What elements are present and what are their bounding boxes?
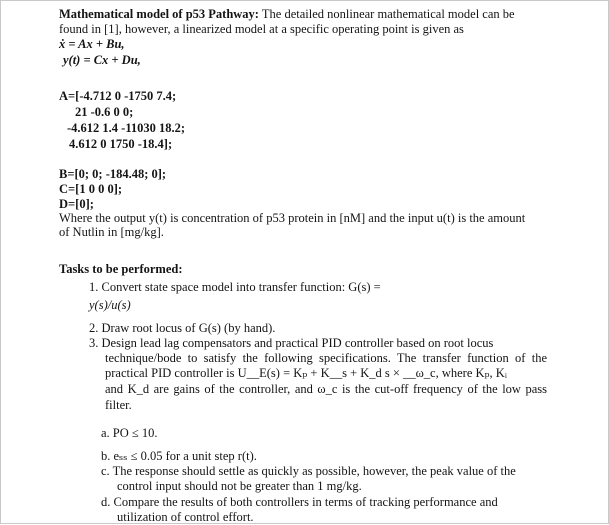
where-line-1: Where the output y(t) is concentration of p53 protein in [nM] and the input u(t) is the amount <box>59 211 526 225</box>
matrix-a-row-1: A=[-4.712 0 -1750 7.4; <box>59 89 177 103</box>
task-1-fraction: y(s)/u(s) <box>89 298 131 312</box>
equation-state: ẋ = Ax + Bu, <box>59 37 125 51</box>
task-3-line-5: filter. <box>105 398 132 412</box>
where-line-2: of Nutlin in [mg/kg]. <box>59 225 164 239</box>
matrix-a-row-3: -4.612 1.4 -11030 18.2; <box>67 121 186 135</box>
task-3-line-1: 3. Design lead lag compensators and practical PID controller based on root locus <box>89 336 494 350</box>
spec-d-line-1: d. Compare the results of both controllers in terms of tracking performance and <box>101 495 498 509</box>
task-2: 2. Draw root locus of G(s) (by hand). <box>89 321 276 335</box>
intro-line-2: found in [1], however, a linearized model at a specific operating point is given as <box>59 22 464 36</box>
intro-text-1: The detailed nonlinear mathematical model can be <box>261 7 515 21</box>
spec-c-line-2: control input should not be greater than 1 mg/kg. <box>117 479 362 493</box>
matrix-c: C=[1 0 0 0]; <box>59 182 123 196</box>
spec-d-line-2: utilization of control effort. <box>117 510 254 524</box>
section-heading: Mathematical model of p53 Pathway: <box>59 7 259 21</box>
task-1: 1. Convert state space model into transfer function: G(s) = <box>89 280 381 294</box>
spec-c-line-1: c. The response should settle as quickly as possible, however, the peak value of the <box>101 464 516 478</box>
tasks-heading: Tasks to be performed: <box>59 262 183 276</box>
task-3-line-4: and K_d are gains of the controller, and ω_c is the cut-off frequency of the low pass <box>105 382 547 396</box>
matrix-a-row-4: 4.612 0 1750 -18.4]; <box>69 137 173 151</box>
matrix-b: B=[0; 0; -184.48; 0]; <box>59 167 167 181</box>
spec-a: a. PO ≤ 10. <box>101 426 158 440</box>
matrix-d: D=[0]; <box>59 197 94 211</box>
task-3-line-2: technique/bode to satisfy the following specifications. The transfer function of the <box>105 351 547 365</box>
spec-b: b. eₛₛ ≤ 0.05 for a unit step r(t). <box>101 449 257 463</box>
task-3-line-3: practical PID controller is U__E(s) = Kₚ + K__s + K_d s × __ω_c, where Kₚ, Kᵢ <box>105 366 507 380</box>
equation-output: y(t) = Cx + Du, <box>63 53 141 67</box>
intro-line-1 <box>59 7 515 22</box>
matrix-a-row-2: 21 -0.6 0 0; <box>75 105 134 119</box>
